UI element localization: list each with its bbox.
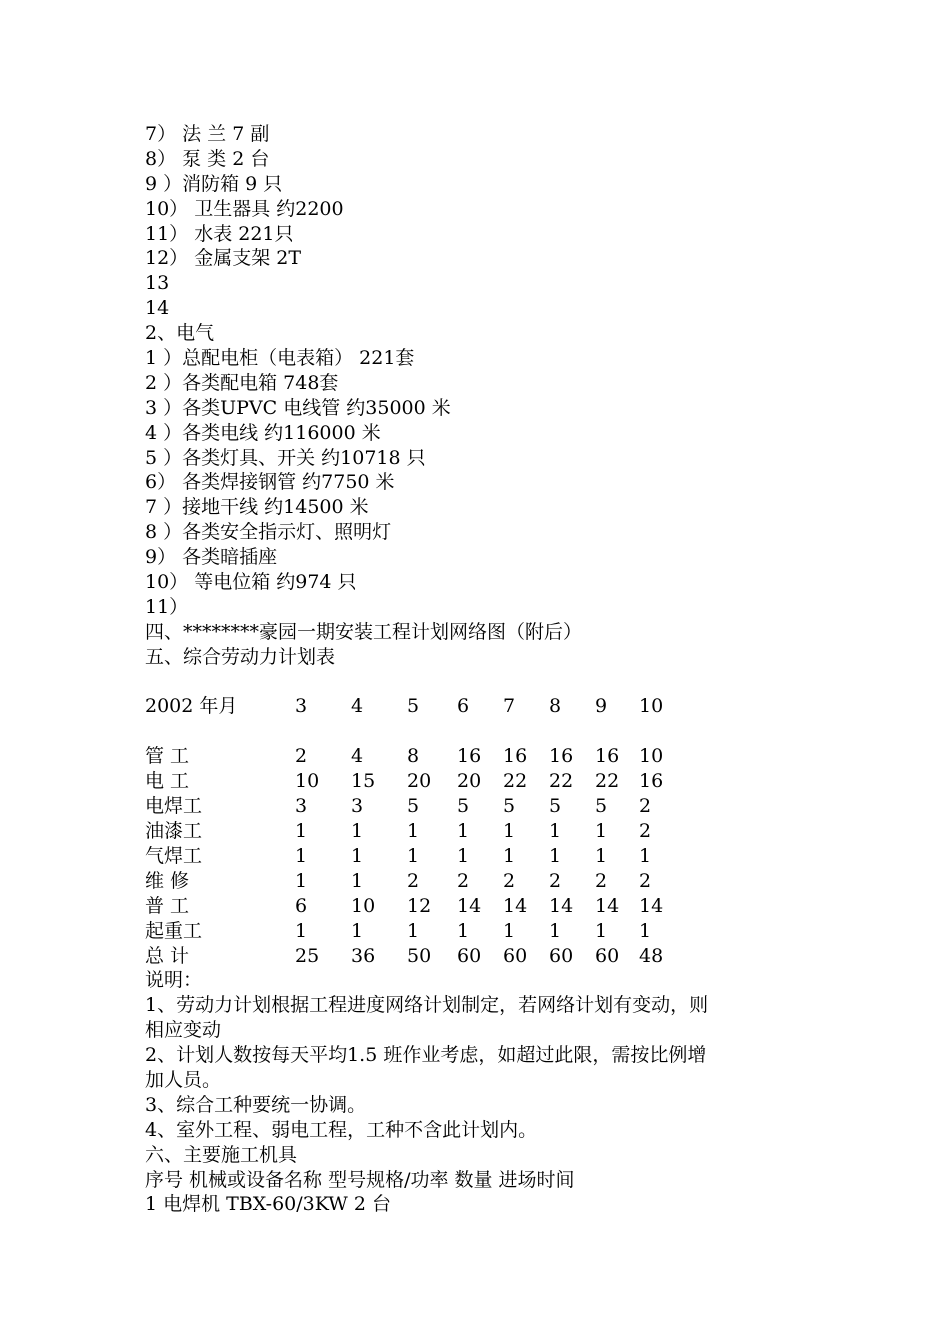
worker-count: 15 [351, 770, 376, 793]
worker-count: 60 [549, 944, 574, 967]
labor-row [145, 794, 689, 819]
trade-name: 气焊工 [145, 844, 203, 867]
worker-count: 2 [503, 869, 516, 892]
equipment-list [145, 1192, 825, 1217]
month-header: 10 [639, 695, 664, 718]
worker-count: 36 [351, 944, 376, 967]
worker-count: 1 [639, 844, 652, 867]
material-item: 11） 水表 221只 [145, 222, 294, 245]
worker-count: 5 [549, 795, 562, 818]
worker-count: 2 [639, 820, 652, 842]
worker-count: 60 [503, 944, 528, 967]
material-item: 9 ）消防箱 9 只 [145, 172, 283, 195]
labor-table-header-row [145, 694, 689, 719]
material-item: 1 ）总配电柜（电表箱） 221套 [145, 347, 415, 370]
month-header: 7 [503, 695, 516, 718]
worker-count: 1 [351, 919, 364, 942]
worker-count: 22 [595, 770, 620, 793]
material-item: 6） 各类焊接钢管 约7750 米 [145, 471, 395, 494]
worker-count: 2 [295, 745, 308, 768]
material-item: 9） 各类暗插座 [145, 546, 278, 569]
worker-count: 1 [595, 844, 608, 867]
worker-count: 1 [549, 820, 562, 842]
worker-count: 60 [457, 944, 482, 967]
material-item: 8 ）各类安全指示灯、照明灯 [145, 521, 392, 544]
worker-count: 2 [407, 869, 420, 892]
worker-count: 5 [457, 795, 470, 818]
notes-heading: 说明： [145, 969, 203, 992]
worker-count: 12 [407, 894, 432, 917]
worker-count: 1 [503, 844, 516, 867]
equipment-table-header: 序号 机械或设备名称 型号规格/功率 数量 进场时间 [145, 1168, 575, 1191]
worker-count: 3 [295, 795, 308, 818]
labor-row [145, 769, 689, 794]
worker-count: 5 [503, 795, 516, 818]
section-4-heading: 四、********豪园一期安装工程计划网络图（附后） [145, 620, 583, 643]
worker-count: 16 [503, 745, 528, 768]
worker-count: 2 [639, 869, 652, 892]
material-item: 7 ）接地干线 约14500 米 [145, 496, 369, 519]
worker-count: 1 [407, 919, 420, 942]
worker-count: 16 [549, 745, 574, 768]
worker-count: 10 [639, 745, 664, 768]
worker-count: 2 [639, 795, 652, 818]
worker-count: 4 [351, 745, 364, 768]
year-month-label: 2002 年月 [145, 695, 238, 718]
worker-count: 1 [457, 820, 470, 842]
material-item: 7） 法 兰 7 副 [145, 123, 270, 145]
worker-count: 1 [407, 844, 420, 867]
plumbing-material-list [145, 122, 825, 321]
worker-count: 22 [503, 770, 528, 793]
material-item: 10） 卫生器具 约2200 [145, 197, 344, 220]
material-item: 4 ）各类电线 约116000 米 [145, 421, 381, 444]
worker-count: 50 [407, 944, 432, 967]
labor-row [145, 844, 689, 869]
worker-count: 8 [407, 745, 420, 768]
labor-row [145, 919, 689, 944]
worker-count: 2 [457, 869, 470, 892]
labor-row [145, 944, 689, 969]
labor-plan-table [145, 694, 689, 968]
electrical-heading: 2、电气 [145, 322, 215, 345]
worker-count: 1 [549, 844, 562, 867]
trade-name: 电焊工 [145, 795, 203, 818]
month-header: 8 [549, 695, 562, 718]
worker-count: 5 [407, 795, 420, 818]
worker-count: 1 [457, 919, 470, 942]
worker-count: 14 [503, 894, 528, 917]
note-line: 4、室外工程、弱电工程，工种不含此计划内。 [145, 1118, 538, 1141]
worker-count: 6 [295, 894, 308, 917]
trade-name: 油漆工 [145, 820, 203, 842]
document-page [145, 122, 825, 1217]
worker-count: 1 [503, 820, 516, 842]
worker-count: 5 [595, 795, 608, 818]
note-line: 相应变动 [145, 1019, 222, 1042]
material-item: 8） 泵 类 2 台 [145, 147, 270, 170]
worker-count: 2 [549, 869, 562, 892]
worker-count: 1 [457, 844, 470, 867]
material-item: 2 ）各类配电箱 748套 [145, 371, 339, 394]
worker-count: 16 [457, 745, 482, 768]
labor-row [145, 869, 689, 894]
material-item: 11） [145, 595, 189, 618]
worker-count: 3 [351, 795, 364, 818]
worker-count: 1 [595, 919, 608, 942]
note-line: 3、综合工种要统一协调。 [145, 1093, 367, 1116]
month-header: 3 [295, 695, 308, 718]
trade-name: 管 工 [145, 745, 190, 768]
worker-count: 16 [639, 770, 664, 793]
section-5-heading: 五、综合劳动力计划表 [145, 645, 336, 668]
equipment-row: 1 电焊机 TBX-60/3KW 2 台 [145, 1193, 391, 1216]
worker-count: 1 [351, 820, 364, 842]
worker-count: 14 [457, 894, 482, 917]
worker-count: 14 [549, 894, 574, 917]
month-header: 5 [407, 695, 420, 718]
worker-count: 20 [457, 770, 482, 793]
trade-name: 总 计 [145, 944, 190, 967]
worker-count: 1 [407, 820, 420, 842]
labor-row [145, 894, 689, 919]
worker-count: 10 [351, 894, 376, 917]
material-item: 13 [145, 272, 170, 295]
electrical-material-list [145, 346, 825, 620]
worker-count: 1 [639, 919, 652, 942]
worker-count: 1 [549, 919, 562, 942]
labor-row [145, 819, 689, 844]
worker-count: 2 [595, 869, 608, 892]
material-item: 5 ）各类灯具、开关 约10718 只 [145, 446, 426, 469]
worker-count: 60 [595, 944, 620, 967]
note-line: 加人员。 [145, 1069, 222, 1091]
worker-count: 1 [351, 869, 364, 892]
trade-name: 电 工 [145, 770, 190, 793]
worker-count: 1 [595, 820, 608, 842]
section-6-heading: 六、主要施工机具 [145, 1143, 298, 1166]
trade-name: 起重工 [145, 919, 203, 942]
worker-count: 1 [295, 869, 308, 892]
worker-count: 1 [351, 844, 364, 867]
notes-list [145, 993, 825, 1142]
worker-count: 16 [595, 745, 620, 768]
month-header: 6 [457, 695, 470, 718]
trade-name: 普 工 [145, 894, 190, 917]
material-item: 14 [145, 297, 170, 320]
worker-count: 1 [295, 820, 308, 842]
trade-name: 维 修 [145, 869, 190, 892]
note-line: 1、劳动力计划根据工程进度网络计划制定，若网络计划有变动，则 [145, 994, 709, 1017]
worker-count: 48 [639, 944, 664, 967]
worker-count: 1 [503, 919, 516, 942]
worker-count: 22 [549, 770, 574, 793]
worker-count: 1 [295, 844, 308, 867]
worker-count: 1 [295, 919, 308, 942]
material-item: 3 ）各类UPVC 电线管 约35000 米 [145, 396, 451, 419]
worker-count: 25 [295, 944, 320, 967]
worker-count: 14 [639, 894, 664, 917]
note-line: 2、计划人数按每天平均1.5 班作业考虑，如超过此限，需按比例增 [145, 1044, 707, 1067]
month-header: 4 [351, 695, 364, 718]
material-item: 10） 等电位箱 约974 只 [145, 571, 357, 594]
labor-row [145, 744, 689, 769]
material-item: 12） 金属支架 2T [145, 247, 302, 270]
worker-count: 20 [407, 770, 432, 793]
worker-count: 10 [295, 770, 320, 793]
month-header: 9 [595, 695, 608, 718]
worker-count: 14 [595, 894, 620, 917]
